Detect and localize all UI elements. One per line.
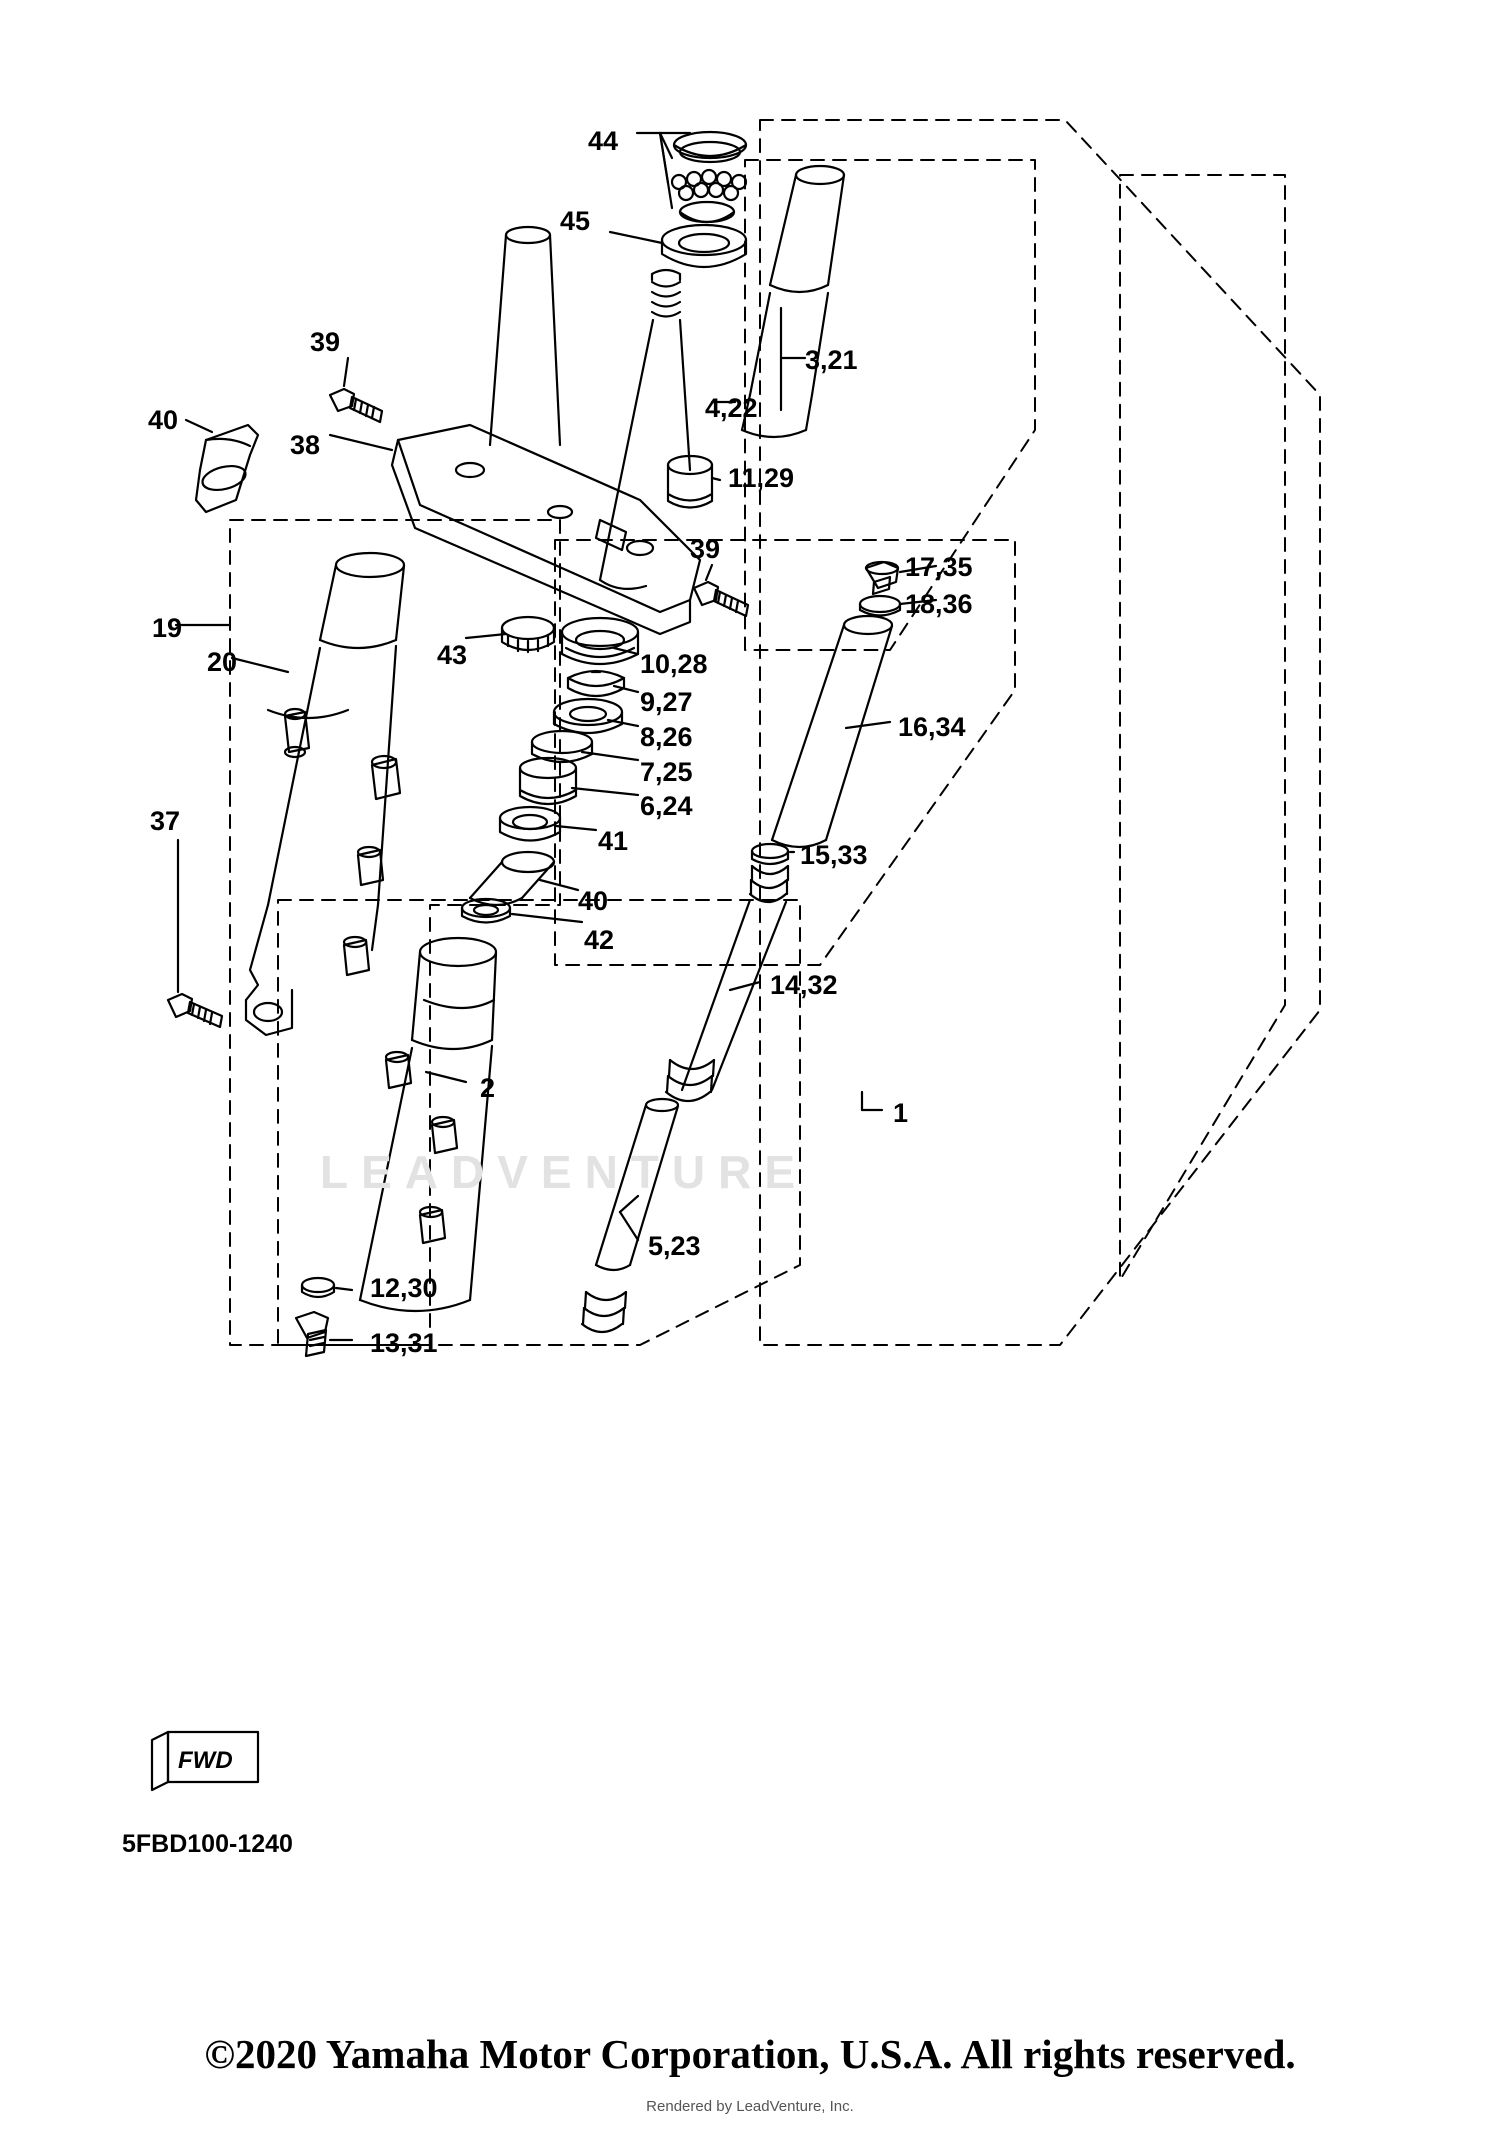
callout-19: 19 bbox=[152, 613, 183, 643]
leader-43 bbox=[466, 634, 506, 638]
copyright-notice: ©2020 Yamaha Motor Corporation, U.S.A. All rights reserved. bbox=[204, 2031, 1296, 2077]
part-44-bearing-set bbox=[672, 132, 746, 222]
callout-9-27: 9,27 bbox=[640, 687, 693, 717]
callout-5-23: 5,23 bbox=[648, 1231, 701, 1261]
diagram-part-number: 5FBD100-1240 bbox=[122, 1830, 293, 1858]
part-10-28-oil-seal bbox=[562, 618, 638, 664]
leader-39-upper bbox=[344, 358, 348, 386]
callout-3-21: 3,21 bbox=[805, 345, 858, 375]
callout-18-36: 18,36 bbox=[905, 589, 973, 619]
callout-2: 2 bbox=[480, 1073, 496, 1103]
leader-38 bbox=[330, 435, 392, 450]
watermark: LEADVENTURE bbox=[320, 1146, 809, 1198]
callout-12-30: 12,30 bbox=[370, 1273, 438, 1303]
group-boundary-right bbox=[1120, 175, 1285, 1280]
callout-10-28: 10,28 bbox=[640, 649, 708, 679]
callout-39-upper: 39 bbox=[310, 327, 341, 357]
part-6-24-bush bbox=[520, 758, 576, 804]
callout-16-34: 16,34 bbox=[898, 712, 966, 742]
part-45-seal bbox=[662, 225, 746, 267]
callout-40-upper: 40 bbox=[148, 405, 179, 435]
part-15-33-spring-seat bbox=[750, 844, 788, 902]
group-boundary-19-20 bbox=[230, 520, 560, 1345]
part-2-slider bbox=[360, 938, 496, 1311]
callout-4-22: 4,22 bbox=[705, 393, 758, 423]
part-43-lock-washer bbox=[502, 617, 554, 652]
leader-11-29 bbox=[712, 478, 720, 480]
part-5-23-rod bbox=[582, 1099, 678, 1332]
callout-44: 44 bbox=[588, 126, 619, 156]
part-12-30-gasket bbox=[302, 1278, 334, 1297]
group-boundary-2 bbox=[278, 900, 800, 1345]
leader-14-32 bbox=[730, 982, 760, 990]
upper-bracket-38 bbox=[392, 425, 700, 634]
part-13-31-bolt bbox=[296, 1312, 328, 1356]
callout-45: 45 bbox=[560, 206, 591, 236]
callout-15-33: 15,33 bbox=[800, 840, 868, 870]
part-39-bolt-lower bbox=[694, 582, 748, 616]
part-9-27-clip bbox=[568, 671, 624, 696]
callout-37: 37 bbox=[150, 806, 181, 836]
part-8-26-washer bbox=[554, 699, 622, 733]
part-40-clamp bbox=[196, 425, 258, 512]
fwd-label: FWD bbox=[178, 1747, 233, 1774]
leader-45 bbox=[610, 232, 662, 243]
part-18-36-oring bbox=[860, 596, 900, 616]
outer-tube-19-20 bbox=[246, 553, 404, 1035]
callout-14-32: 14,32 bbox=[770, 970, 838, 1000]
part-41-ring bbox=[500, 807, 560, 841]
leader-20 bbox=[232, 658, 288, 672]
part-40-cylinder bbox=[470, 852, 554, 905]
callout-8-26: 8,26 bbox=[640, 722, 693, 752]
leader-16-34 bbox=[846, 722, 890, 728]
callout-43: 43 bbox=[437, 640, 468, 670]
leader-39-lower bbox=[706, 565, 712, 580]
callout-7-25: 7,25 bbox=[640, 757, 693, 787]
leader-5-23 bbox=[620, 1212, 638, 1240]
leader-2 bbox=[426, 1072, 466, 1082]
inner-fork-tube-left bbox=[490, 227, 560, 445]
callout-40-lower: 40 bbox=[578, 886, 609, 916]
callout-6-24: 6,24 bbox=[640, 791, 693, 821]
callout-38: 38 bbox=[290, 430, 321, 460]
part-37-bolt bbox=[168, 994, 222, 1027]
callout-13-31: 13,31 bbox=[370, 1328, 438, 1358]
group-boundary-1 bbox=[760, 120, 1320, 1345]
callout-17-35: 17,35 bbox=[905, 552, 973, 582]
leader-12-30 bbox=[336, 1288, 352, 1290]
callout-11-29: 11,29 bbox=[728, 463, 795, 493]
callout-20: 20 bbox=[207, 647, 238, 677]
part-39-bolt-upper bbox=[330, 389, 382, 422]
leader-41 bbox=[556, 826, 596, 830]
callout-42: 42 bbox=[584, 925, 615, 955]
leader-40a bbox=[186, 420, 212, 432]
leader-6-24 bbox=[572, 788, 638, 795]
callout-41: 41 bbox=[598, 826, 629, 856]
callout-39-lower: 39 bbox=[690, 534, 721, 564]
part-42-washer bbox=[462, 899, 510, 923]
part-17-35-cap-bolt bbox=[866, 562, 898, 594]
callout-1: 1 bbox=[893, 1098, 909, 1128]
leader-42 bbox=[512, 914, 582, 922]
rendered-by-notice: Rendered by LeadVenture, Inc. bbox=[646, 2098, 854, 2115]
